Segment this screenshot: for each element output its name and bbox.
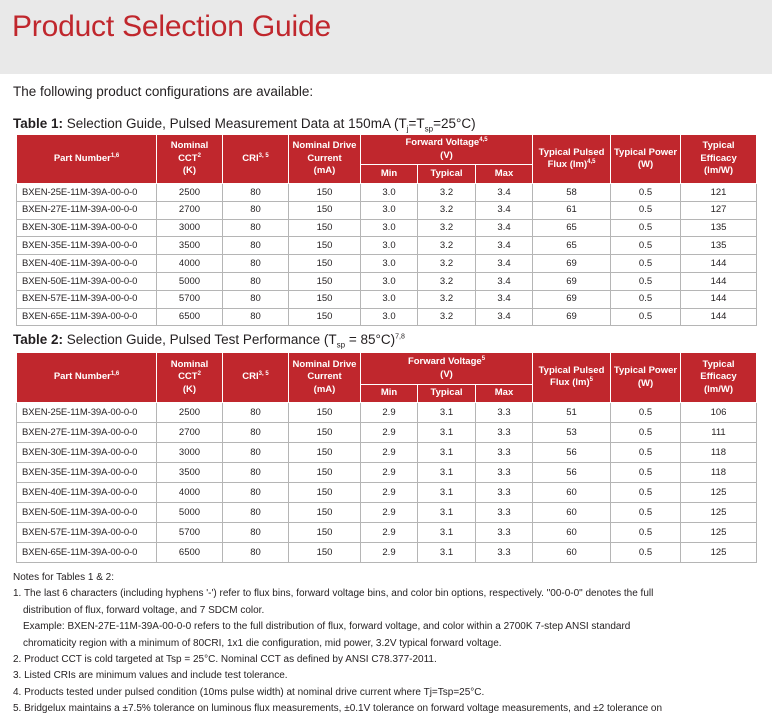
cell-cct: 6500 — [157, 308, 223, 326]
cell-part-number: BXEN-40E-11M-39A-00-0-0 — [17, 483, 157, 503]
note-1: 1. The last 6 characters (including hyphens '-') refer to flux bins, forward voltage bins, and color bin options, respectively. "00-0-0" denotes the full — [13, 588, 654, 600]
cell-fv-max: 3.3 — [476, 403, 533, 423]
cell-cri: 80 — [223, 290, 289, 308]
cell-drive-current: 150 — [289, 463, 361, 483]
cell-fv-typical: 3.2 — [418, 272, 476, 290]
cell-part-number: BXEN-50E-11M-39A-00-0-0 — [17, 503, 157, 523]
cell-power: 0.5 — [611, 443, 681, 463]
cell-cct: 3500 — [157, 463, 223, 483]
cell-efficacy: 135 — [681, 219, 757, 237]
cell-part-number: BXEN-30E-11M-39A-00-0-0 — [17, 443, 157, 463]
table-row — [17, 237, 757, 255]
th-fv-typical: Typical — [418, 385, 476, 403]
cell-part-number: BXEN-25E-11M-39A-00-0-0 — [17, 184, 157, 202]
table-row — [17, 290, 757, 308]
cell-fv-max: 3.3 — [476, 483, 533, 503]
cell-power: 0.5 — [611, 184, 681, 202]
cell-fv-min: 3.0 — [361, 237, 418, 255]
cell-fv-typical: 3.1 — [418, 503, 476, 523]
table2-caption-sup: 7,8 — [395, 333, 405, 341]
cell-fv-typical: 3.2 — [418, 219, 476, 237]
cell-flux: 69 — [533, 290, 611, 308]
cell-efficacy: 144 — [681, 290, 757, 308]
cell-drive-current: 150 — [289, 272, 361, 290]
table1-caption-end: =25°C) — [433, 116, 476, 131]
th-fv-typical: Typical — [418, 165, 476, 184]
note-5: 5. Bridgelux maintains a ±7.5% tolerance on luminous flux measurements, ±0.1V tolerance on forward voltage measurements, and ±2 tolerance on — [13, 703, 663, 715]
table-row — [17, 308, 757, 326]
th-part-number: Part Number$^{1,6}$ — [17, 353, 157, 403]
cell-efficacy: 118 — [681, 443, 757, 463]
cell-flux: 69 — [533, 308, 611, 326]
th-forward-voltage: Forward Voltage$^5$ (V) — [361, 353, 533, 385]
th-drive-current: Nominal Drive Current (mA) — [289, 353, 361, 403]
table1-caption — [13, 116, 476, 134]
cell-part-number: BXEN-57E-11M-39A-00-0-0 — [17, 290, 157, 308]
cell-part-number: BXEN-27E-11M-39A-00-0-0 — [17, 201, 157, 219]
cell-drive-current: 150 — [289, 523, 361, 543]
cell-fv-max: 3.4 — [476, 308, 533, 326]
th-cri: CRI$^{3, 5}$ — [223, 135, 289, 184]
cell-efficacy: 125 — [681, 483, 757, 503]
cell-cct: 3000 — [157, 443, 223, 463]
cell-drive-current: 150 — [289, 308, 361, 326]
cell-drive-current: 150 — [289, 483, 361, 503]
cell-drive-current: 150 — [289, 184, 361, 202]
note-4: 4. Products tested under pulsed condition (10ms pulse width) at nominal drive current where Tj=Tsp=25°C. — [13, 686, 485, 698]
table2-caption — [13, 332, 405, 350]
cell-fv-typical: 3.2 — [418, 201, 476, 219]
cell-power: 0.5 — [611, 543, 681, 563]
th-fv-max: Max — [476, 385, 533, 403]
table-row — [17, 184, 757, 202]
cell-cct: 5700 — [157, 290, 223, 308]
th-efficacy: Typical Efficacy (lm/W) — [681, 135, 757, 184]
cell-flux: 69 — [533, 272, 611, 290]
th-power: Typical Power (W) — [611, 353, 681, 403]
th-fv-min: Min — [361, 385, 418, 403]
cell-drive-current: 150 — [289, 543, 361, 563]
cell-fv-max: 3.4 — [476, 184, 533, 202]
cell-fv-min: 2.9 — [361, 463, 418, 483]
table1-caption-main: Selection Guide, Pulsed Measurement Data at 150mA (T — [63, 116, 407, 131]
cell-cri: 80 — [223, 403, 289, 423]
intro-text: The following product configurations are available: — [13, 84, 314, 99]
table1-body — [17, 184, 757, 326]
cell-cct: 4000 — [157, 255, 223, 273]
cell-cct: 2500 — [157, 403, 223, 423]
table-row — [17, 403, 757, 423]
note-2: 2. Product CCT is cold targeted at Tsp = 25°C. Nominal CCT as defined by ANSI C78.377-2011. — [13, 654, 437, 666]
cell-fv-typical: 3.2 — [418, 290, 476, 308]
cell-flux: 60 — [533, 543, 611, 563]
th-flux: Typical Pulsed Flux (lm)$^{4,5}$ — [533, 135, 611, 184]
cell-fv-max: 3.3 — [476, 423, 533, 443]
cell-flux: 60 — [533, 523, 611, 543]
cell-efficacy: 127 — [681, 201, 757, 219]
th-fv-max: Max — [476, 165, 533, 184]
table-row — [17, 463, 757, 483]
table-row — [17, 423, 757, 443]
note-1-example-continued: chromaticity region with a minimum of 80CRI, 1x1 die configuration, mid power, 3.2V typical forward voltage. — [23, 637, 502, 649]
th-cct: Nominal CCT$^2$ (K) — [157, 135, 223, 184]
cell-cct: 2500 — [157, 184, 223, 202]
cell-fv-typical: 3.1 — [418, 463, 476, 483]
cell-fv-max: 3.4 — [476, 219, 533, 237]
cell-flux: 51 — [533, 403, 611, 423]
cell-flux: 56 — [533, 443, 611, 463]
cell-cri: 80 — [223, 308, 289, 326]
th-cct: Nominal CCT$^2$ (K) — [157, 353, 223, 403]
cell-drive-current: 150 — [289, 503, 361, 523]
cell-fv-min: 2.9 — [361, 403, 418, 423]
cell-flux: 60 — [533, 503, 611, 523]
cell-power: 0.5 — [611, 503, 681, 523]
cell-part-number: BXEN-50E-11M-39A-00-0-0 — [17, 272, 157, 290]
th-flux: Typical Pulsed Flux (lm)$^5$ — [533, 353, 611, 403]
cell-cct: 4000 — [157, 483, 223, 503]
cell-cri: 80 — [223, 255, 289, 273]
cell-drive-current: 150 — [289, 219, 361, 237]
cell-drive-current: 150 — [289, 423, 361, 443]
cell-fv-min: 3.0 — [361, 290, 418, 308]
cell-fv-min: 3.0 — [361, 255, 418, 273]
cell-cri: 80 — [223, 503, 289, 523]
cell-fv-typical: 3.2 — [418, 184, 476, 202]
th-fv-min: Min — [361, 165, 418, 184]
cell-cri: 80 — [223, 483, 289, 503]
cell-fv-max: 3.3 — [476, 443, 533, 463]
cell-efficacy: 118 — [681, 463, 757, 483]
cell-flux: 65 — [533, 219, 611, 237]
cell-drive-current: 150 — [289, 255, 361, 273]
cell-fv-max: 3.3 — [476, 503, 533, 523]
table1 — [16, 134, 757, 326]
cell-part-number: BXEN-35E-11M-39A-00-0-0 — [17, 463, 157, 483]
table-row — [17, 219, 757, 237]
cell-part-number: BXEN-25E-11M-39A-00-0-0 — [17, 403, 157, 423]
cell-cct: 6500 — [157, 543, 223, 563]
cell-fv-min: 3.0 — [361, 201, 418, 219]
cell-part-number: BXEN-65E-11M-39A-00-0-0 — [17, 543, 157, 563]
cell-flux: 61 — [533, 201, 611, 219]
cell-efficacy: 111 — [681, 423, 757, 443]
table-row — [17, 543, 757, 563]
cell-cri: 80 — [223, 463, 289, 483]
cell-flux: 56 — [533, 463, 611, 483]
cell-part-number: BXEN-27E-11M-39A-00-0-0 — [17, 423, 157, 443]
cell-flux: 58 — [533, 184, 611, 202]
cell-flux: 60 — [533, 483, 611, 503]
cell-fv-max: 3.4 — [476, 255, 533, 273]
table1-caption-sub2: sp — [424, 124, 434, 134]
cell-part-number: BXEN-40E-11M-39A-00-0-0 — [17, 255, 157, 273]
page-title: Product Selection Guide — [12, 10, 331, 43]
cell-drive-current: 150 — [289, 201, 361, 219]
cell-fv-max: 3.4 — [476, 290, 533, 308]
table-row — [17, 255, 757, 273]
cell-power: 0.5 — [611, 523, 681, 543]
table2-label: Table 2: — [13, 332, 64, 347]
cell-fv-max: 3.3 — [476, 543, 533, 563]
th-drive-current: Nominal Drive Current (mA) — [289, 135, 361, 184]
cell-power: 0.5 — [611, 219, 681, 237]
cell-part-number: BXEN-57E-11M-39A-00-0-0 — [17, 523, 157, 543]
cell-power: 0.5 — [611, 403, 681, 423]
cell-cri: 80 — [223, 443, 289, 463]
cell-fv-typical: 3.2 — [418, 308, 476, 326]
cell-efficacy: 144 — [681, 255, 757, 273]
table1-label: Table 1: — [13, 116, 64, 131]
th-cri: CRI$^{3, 5}$ — [223, 353, 289, 403]
cell-fv-typical: 3.2 — [418, 237, 476, 255]
cell-fv-min: 2.9 — [361, 503, 418, 523]
table2 — [16, 352, 757, 563]
cell-efficacy: 106 — [681, 403, 757, 423]
cell-power: 0.5 — [611, 237, 681, 255]
cell-fv-min: 2.9 — [361, 523, 418, 543]
cell-fv-typical: 3.1 — [418, 543, 476, 563]
cell-fv-min: 2.9 — [361, 443, 418, 463]
cell-cct: 3500 — [157, 237, 223, 255]
th-efficacy: Typical Efficacy (lm/W) — [681, 353, 757, 403]
cell-drive-current: 150 — [289, 237, 361, 255]
cell-power: 0.5 — [611, 483, 681, 503]
cell-fv-min: 3.0 — [361, 308, 418, 326]
cell-power: 0.5 — [611, 255, 681, 273]
table-row — [17, 523, 757, 543]
cell-fv-typical: 3.2 — [418, 255, 476, 273]
cell-power: 0.5 — [611, 290, 681, 308]
cell-flux: 69 — [533, 255, 611, 273]
cell-cct: 2700 — [157, 423, 223, 443]
cell-cri: 80 — [223, 543, 289, 563]
cell-fv-typical: 3.1 — [418, 403, 476, 423]
table-row — [17, 272, 757, 290]
cell-flux: 53 — [533, 423, 611, 443]
cell-cct: 3000 — [157, 219, 223, 237]
table-row — [17, 201, 757, 219]
note-1-continued: distribution of flux, forward voltage, and 7 SDCM color. — [23, 604, 265, 616]
th-forward-voltage: Forward Voltage$^{4,5}$ (V) — [361, 135, 533, 165]
table2-caption-end: = 85°C) — [345, 332, 396, 347]
note-3: 3. Listed CRIs are minimum values and include test tolerance. — [13, 670, 288, 682]
cell-cct: 5700 — [157, 523, 223, 543]
table2-body — [17, 403, 757, 563]
cell-part-number: BXEN-30E-11M-39A-00-0-0 — [17, 219, 157, 237]
cell-power: 0.5 — [611, 463, 681, 483]
cell-efficacy: 121 — [681, 184, 757, 202]
table1-caption-sub1: j — [406, 124, 409, 134]
notes-heading: Notes for Tables 1 & 2: — [13, 572, 114, 583]
cell-part-number: BXEN-35E-11M-39A-00-0-0 — [17, 237, 157, 255]
page-header — [0, 0, 772, 74]
cell-fv-typical: 3.1 — [418, 443, 476, 463]
cell-power: 0.5 — [611, 272, 681, 290]
cell-cct: 5000 — [157, 272, 223, 290]
cell-efficacy: 125 — [681, 543, 757, 563]
notes-section — [13, 570, 763, 718]
cell-cct: 2700 — [157, 201, 223, 219]
cell-cri: 80 — [223, 219, 289, 237]
cell-cri: 80 — [223, 237, 289, 255]
cell-efficacy: 125 — [681, 523, 757, 543]
cell-efficacy: 144 — [681, 272, 757, 290]
cell-fv-min: 3.0 — [361, 272, 418, 290]
cell-drive-current: 150 — [289, 290, 361, 308]
cell-fv-min: 3.0 — [361, 184, 418, 202]
cell-fv-max: 3.4 — [476, 237, 533, 255]
cell-flux: 65 — [533, 237, 611, 255]
cell-cri: 80 — [223, 184, 289, 202]
cell-power: 0.5 — [611, 423, 681, 443]
table1-caption-mid: =T — [408, 116, 425, 131]
table2-header — [17, 353, 757, 403]
cell-drive-current: 150 — [289, 443, 361, 463]
cell-cct: 5000 — [157, 503, 223, 523]
cell-efficacy: 135 — [681, 237, 757, 255]
table-row — [17, 503, 757, 523]
cell-power: 0.5 — [611, 308, 681, 326]
cell-efficacy: 144 — [681, 308, 757, 326]
cell-fv-max: 3.4 — [476, 201, 533, 219]
table1-header — [17, 135, 757, 184]
cell-cri: 80 — [223, 201, 289, 219]
th-power: Typical Power (W) — [611, 135, 681, 184]
table-row — [17, 443, 757, 463]
cell-fv-min: 2.9 — [361, 543, 418, 563]
cell-fv-typical: 3.1 — [418, 423, 476, 443]
cell-part-number: BXEN-65E-11M-39A-00-0-0 — [17, 308, 157, 326]
cell-cri: 80 — [223, 272, 289, 290]
cell-fv-max: 3.3 — [476, 463, 533, 483]
cell-fv-typical: 3.1 — [418, 483, 476, 503]
table-row — [17, 483, 757, 503]
cell-efficacy: 125 — [681, 503, 757, 523]
cell-fv-max: 3.3 — [476, 523, 533, 543]
table2-caption-main: Selection Guide, Pulsed Test Performance (T — [63, 332, 337, 347]
cell-fv-min: 3.0 — [361, 219, 418, 237]
cell-power: 0.5 — [611, 201, 681, 219]
cell-fv-min: 2.9 — [361, 483, 418, 503]
cell-cri: 80 — [223, 523, 289, 543]
note-1-example: Example: BXEN-27E-11M-39A-00-0-0 refers to the full distribution of flux, forward voltage, and color within a 2700K 7-step ANSI standard — [23, 621, 631, 633]
th-part-number: Part Number$^{1,6}$ — [17, 135, 157, 184]
table2-caption-sub: sp — [336, 340, 346, 350]
cell-fv-typical: 3.1 — [418, 523, 476, 543]
cell-cri: 80 — [223, 423, 289, 443]
cell-fv-min: 2.9 — [361, 423, 418, 443]
cell-fv-max: 3.4 — [476, 272, 533, 290]
cell-drive-current: 150 — [289, 403, 361, 423]
